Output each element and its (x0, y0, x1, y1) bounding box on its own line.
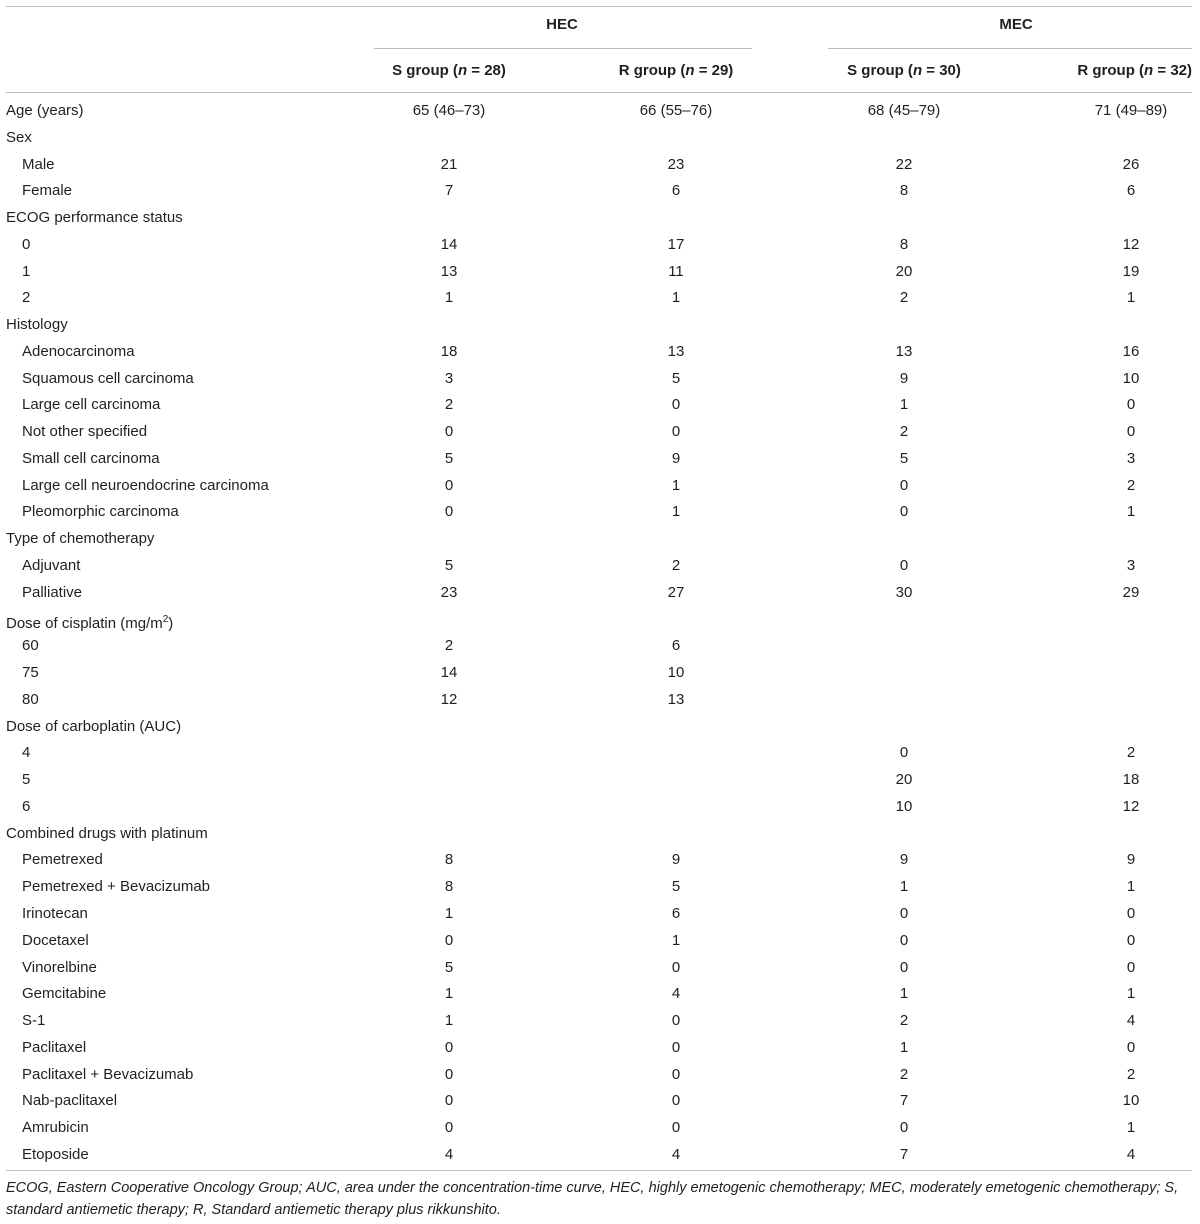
row-label-text: Pemetrexed (22, 851, 103, 869)
table-cell: 1 (444, 289, 454, 307)
table-cell: 27 (667, 583, 685, 601)
table-cell: 1 (671, 476, 681, 494)
row-label-text: Adjuvant (22, 557, 81, 575)
row-label (22, 553, 80, 580)
table-cell: 2 (899, 1065, 909, 1083)
table-cell: 1 (899, 396, 909, 414)
table-cell: 1 (444, 1012, 454, 1030)
table-cell: 2 (444, 396, 454, 414)
table-cell: 2 (899, 1012, 909, 1030)
table-cell: 0 (444, 1038, 454, 1056)
row-label-text: Irinotecan (22, 904, 88, 922)
table-cell: 6 (671, 904, 681, 922)
column-header-n: n (685, 62, 695, 79)
table-section-row (0, 526, 1200, 553)
table-cell: 0 (1126, 931, 1136, 949)
table-row (0, 740, 1200, 767)
row-label (22, 928, 89, 955)
row-label (22, 232, 30, 259)
table-cell: 66 (55–76) (639, 102, 713, 119)
header-mec: MEC (999, 16, 1033, 33)
table-cell: 9 (671, 449, 681, 467)
table-cell: 30 (895, 583, 913, 601)
table-cell: 12 (440, 690, 458, 708)
table-cell: 9 (1126, 851, 1136, 869)
column-header-suffix: = 28) (467, 62, 506, 79)
row-label (22, 767, 30, 794)
table-cell: 1 (899, 878, 909, 896)
row-label (22, 1142, 89, 1169)
table-cell: 10 (1122, 1092, 1140, 1110)
table-row (0, 660, 1200, 687)
column-header-prefix: S group ( (847, 62, 913, 79)
table-cell: 4 (671, 985, 681, 1003)
column-header-prefix: R group ( (1077, 62, 1145, 79)
table-cell: 0 (899, 744, 909, 762)
row-label-text: Vinorelbine (22, 958, 97, 976)
table-cell: 18 (440, 342, 458, 360)
row-label (22, 1062, 193, 1089)
table-cell: 65 (46–73) (412, 102, 486, 119)
table-cell: 2 (1126, 1065, 1136, 1083)
row-label-text: 4 (22, 744, 31, 762)
row-label (22, 955, 97, 982)
row-label (6, 312, 68, 339)
table-cell: 2 (1126, 744, 1136, 762)
header-hec: HEC (546, 16, 578, 33)
column-header-suffix: = 29) (694, 62, 734, 79)
table-cell: 0 (444, 423, 454, 441)
table-cell: 0 (1126, 904, 1136, 922)
table-cell: 2 (899, 423, 909, 441)
table-cell: 2 (671, 557, 681, 575)
row-label (22, 660, 39, 687)
row-label-text: Gemcitabine (22, 985, 107, 1003)
table-cell: 19 (1122, 262, 1140, 280)
table-cell: 4 (444, 1145, 454, 1163)
table-section-row (0, 205, 1200, 232)
table-cell: 10 (667, 664, 685, 682)
table-cell: 20 (895, 771, 913, 789)
table-cell: 0 (444, 1065, 454, 1083)
row-label (22, 874, 210, 901)
column-header-hec-s-group (392, 61, 506, 81)
table-row (0, 1142, 1200, 1169)
table-cell: 7 (899, 1145, 909, 1163)
table-cell: 0 (1126, 423, 1136, 441)
row-label-text: 60 (22, 637, 39, 655)
row-label-text: Sex (6, 128, 32, 146)
table-row (0, 847, 1200, 874)
table-cell: 0 (1126, 958, 1136, 976)
row-label-text: Combined drugs with platinum (6, 824, 208, 842)
row-label-text: Small cell carcinoma (22, 449, 160, 467)
row-label-text: 1 (22, 262, 31, 280)
row-label (22, 259, 30, 286)
table-cell: 26 (1122, 155, 1140, 173)
table-cell: 6 (671, 637, 681, 655)
table-cell: 13 (667, 342, 685, 360)
row-label (22, 366, 194, 393)
row-label-text: Not other specified (22, 423, 148, 441)
row-label-text: Male (22, 155, 55, 173)
table-cell: 0 (899, 1119, 909, 1137)
table-cell: 1 (671, 503, 681, 521)
table-row (0, 152, 1200, 179)
table-cell: 17 (667, 235, 685, 253)
table-cell: 0 (899, 476, 909, 494)
table-row (0, 232, 1200, 259)
table-cell: 0 (671, 1119, 681, 1137)
table-cell: 1 (444, 985, 454, 1003)
table-section-row (0, 125, 1200, 152)
row-label-text: 0 (22, 235, 31, 253)
table-cell: 23 (667, 155, 685, 173)
row-label (22, 1088, 117, 1115)
table-cell: 3 (1126, 557, 1136, 575)
table-row (0, 1008, 1200, 1035)
row-label-text: Amrubicin (22, 1119, 89, 1137)
table-cell: 5 (899, 449, 909, 467)
column-header-prefix: R group ( (618, 62, 686, 79)
table-section-row (0, 821, 1200, 848)
row-label (22, 1008, 45, 1035)
row-label (6, 821, 208, 848)
row-label (22, 981, 106, 1008)
table-cell: 4 (1126, 1145, 1136, 1163)
column-header-mec-r-group (1077, 61, 1192, 81)
table-cell: 8 (899, 182, 909, 200)
row-label-text: Nab-paclitaxel (22, 1092, 118, 1110)
table-row (0, 633, 1200, 660)
table-cell: 0 (1126, 1038, 1136, 1056)
row-label-text: 5 (22, 771, 31, 789)
table-footnote: ECOG, Eastern Cooperative Oncology Group; AUC, area under the concentration-time curve, HEC, highly emetogenic chemotherapy; MEC, moderately emetogenic chemotherapy; S, standard antiemetic therapy; R, Standard antiemetic therapy plus rikkunshito. (6, 1180, 1179, 1218)
table-cell: 0 (671, 1012, 681, 1030)
table-cell: 2 (444, 637, 454, 655)
row-label (22, 152, 55, 179)
table-cell: 8 (444, 878, 454, 896)
table-cell: 20 (895, 262, 913, 280)
table-cell: 1 (444, 904, 454, 922)
table-cell: 6 (1126, 182, 1136, 200)
table-row (0, 981, 1200, 1008)
row-label (22, 740, 30, 767)
table-row (0, 874, 1200, 901)
table-cell: 0 (444, 476, 454, 494)
table-cell: 14 (440, 664, 458, 682)
table-cell: 14 (440, 235, 458, 253)
row-label-text: Etoposide (22, 1145, 89, 1163)
table-cell: 12 (1122, 797, 1140, 815)
table-row (0, 1115, 1200, 1142)
top-rule (6, 6, 1192, 7)
table-row (0, 285, 1200, 312)
row-label (22, 419, 147, 446)
table-cell: 1 (1126, 503, 1136, 521)
row-label-text: Type of chemotherapy (6, 530, 155, 548)
table-cell: 23 (440, 583, 458, 601)
table-row (0, 794, 1200, 821)
table-cell: 7 (444, 182, 454, 200)
row-label (22, 339, 135, 366)
column-header-n: n (1144, 62, 1154, 79)
table-cell: 12 (1122, 235, 1140, 253)
row-label-text: 6 (22, 797, 31, 815)
table-body (0, 98, 1200, 1169)
table-cell: 5 (444, 557, 454, 575)
row-label-tail: ) (168, 614, 174, 632)
row-label-text: Large cell neuroendocrine carcinoma (22, 476, 269, 494)
table-cell: 71 (49–89) (1094, 102, 1168, 119)
table-row (0, 1088, 1200, 1115)
table-cell: 1 (1126, 289, 1136, 307)
table-cell: 3 (1126, 449, 1136, 467)
table-cell: 1 (1126, 985, 1136, 1003)
table-cell: 9 (899, 851, 909, 869)
table-row (0, 419, 1200, 446)
table-row (0, 1035, 1200, 1062)
row-label-text: 80 (22, 690, 39, 708)
table-cell: 4 (1126, 1012, 1136, 1030)
row-label (22, 580, 82, 607)
table-row (0, 446, 1200, 473)
row-label (22, 392, 160, 419)
table-cell: 5 (444, 449, 454, 467)
table-cell: 9 (671, 851, 681, 869)
row-label (6, 714, 181, 741)
row-label-text: Paclitaxel + Bevacizumab (22, 1065, 194, 1083)
row-label-text: Squamous cell carcinoma (22, 369, 194, 387)
row-label (22, 285, 30, 312)
row-label-text: Pemetrexed + Bevacizumab (22, 878, 211, 896)
column-header-n: n (912, 62, 923, 79)
table-cell: 68 (45–79) (867, 102, 941, 119)
table-cell: 5 (671, 878, 681, 896)
row-label (22, 687, 39, 714)
table-section-row (0, 714, 1200, 741)
table-row (0, 366, 1200, 393)
bottom-rule (6, 1170, 1192, 1171)
table-cell: 10 (1122, 369, 1140, 387)
row-label (22, 1115, 89, 1142)
table-row (0, 339, 1200, 366)
row-label-text: Age (years) (6, 102, 84, 119)
table-cell: 9 (899, 369, 909, 387)
table-cell: 13 (440, 262, 458, 280)
table-cell: 1 (1126, 1119, 1136, 1137)
table-cell: 6 (671, 182, 681, 200)
row-label-text: Adenocarcinoma (22, 342, 135, 360)
row-label (22, 446, 160, 473)
table-cell: 1 (671, 931, 681, 949)
row-label-text: S-1 (22, 1012, 46, 1030)
row-label (22, 499, 179, 526)
table-section-row (0, 607, 1200, 634)
table-cell: 0 (899, 904, 909, 922)
row-label (6, 526, 154, 553)
row-label-text: Palliative (22, 583, 83, 601)
column-header-mec-s-group (847, 61, 961, 81)
table-row (0, 499, 1200, 526)
table-row (0, 178, 1200, 205)
table-cell: 0 (444, 931, 454, 949)
table-cell: 10 (895, 797, 913, 815)
table-cell: 13 (667, 690, 685, 708)
table-cell: 2 (1126, 476, 1136, 494)
table-cell: 2 (899, 289, 909, 307)
row-label (22, 178, 72, 205)
row-label (22, 901, 88, 928)
table-cell: 5 (671, 369, 681, 387)
table-row (0, 901, 1200, 928)
table-cell: 7 (899, 1092, 909, 1110)
row-label-text: Female (22, 182, 73, 200)
row-label-text: 75 (22, 664, 39, 682)
table-cell: 0 (899, 503, 909, 521)
table-cell: 0 (671, 1092, 681, 1110)
row-label (6, 125, 32, 152)
table-cell: 4 (671, 1145, 681, 1163)
column-header-prefix: S group ( (392, 62, 458, 79)
table-cell: 1 (899, 985, 909, 1003)
row-label (6, 205, 183, 232)
table-cell: 1 (1126, 878, 1136, 896)
table-cell: 13 (895, 342, 913, 360)
table-cell: 18 (1122, 771, 1140, 789)
table-cell: 0 (899, 931, 909, 949)
table-cell: 0 (444, 503, 454, 521)
table-row (0, 580, 1200, 607)
table-cell: 16 (1122, 342, 1140, 360)
table-cell: 0 (444, 1092, 454, 1110)
table-cell: 0 (671, 396, 681, 414)
table-section-row (0, 312, 1200, 339)
table-cell: 8 (899, 235, 909, 253)
table-row (0, 928, 1200, 955)
table-cell: 0 (671, 958, 681, 976)
row-label (22, 473, 269, 500)
table-row (0, 687, 1200, 714)
hec-span-rule (374, 48, 752, 49)
row-label-text: Dose of carboplatin (AUC) (6, 717, 182, 735)
table-row (0, 392, 1200, 419)
table-row (0, 259, 1200, 286)
row-label-text: 2 (22, 289, 31, 307)
table-row (0, 553, 1200, 580)
table-row (0, 767, 1200, 794)
column-header-suffix: = 32) (1153, 62, 1192, 79)
table-cell: 0 (671, 423, 681, 441)
table-cell: 29 (1122, 583, 1140, 601)
row-label-text: Docetaxel (22, 931, 89, 949)
table-section-row (0, 98, 1200, 125)
row-label-text: Dose of cisplatin (mg/m (6, 614, 163, 632)
table-cell: 0 (671, 1065, 681, 1083)
row-label-text: ECOG performance status (6, 209, 183, 227)
table-row (0, 473, 1200, 500)
table-cell: 0 (444, 1119, 454, 1137)
table-cell: 1 (899, 1038, 909, 1056)
row-label (22, 794, 30, 821)
table-cell: 8 (444, 851, 454, 869)
table-cell: 11 (668, 262, 684, 280)
table-cell: 1 (671, 289, 681, 307)
row-label-text: Pleomorphic carcinoma (22, 503, 179, 521)
header-rule (6, 92, 1192, 93)
row-label (6, 98, 84, 125)
column-header-suffix: = 30) (922, 62, 961, 79)
table-row (0, 955, 1200, 982)
row-label-text: Histology (6, 316, 68, 334)
table-cell: 0 (899, 557, 909, 575)
row-label-superscript: 2 (162, 613, 169, 625)
mec-span-rule (828, 48, 1192, 49)
table-cell: 3 (444, 369, 454, 387)
row-label (22, 1035, 86, 1062)
table-cell: 21 (440, 155, 458, 173)
table-row (0, 1062, 1200, 1089)
column-header-hec-r-group (619, 61, 734, 81)
table-cell: 0 (1126, 396, 1136, 414)
table-cell: 5 (444, 958, 454, 976)
row-label (22, 633, 39, 660)
table-cell: 0 (899, 958, 909, 976)
row-label-text: Paclitaxel (22, 1038, 87, 1056)
row-label (22, 847, 103, 874)
table-cell: 0 (671, 1038, 681, 1056)
table-cell: 22 (895, 155, 913, 173)
column-header-n: n (457, 62, 468, 79)
row-label-text: Large cell carcinoma (22, 396, 161, 414)
